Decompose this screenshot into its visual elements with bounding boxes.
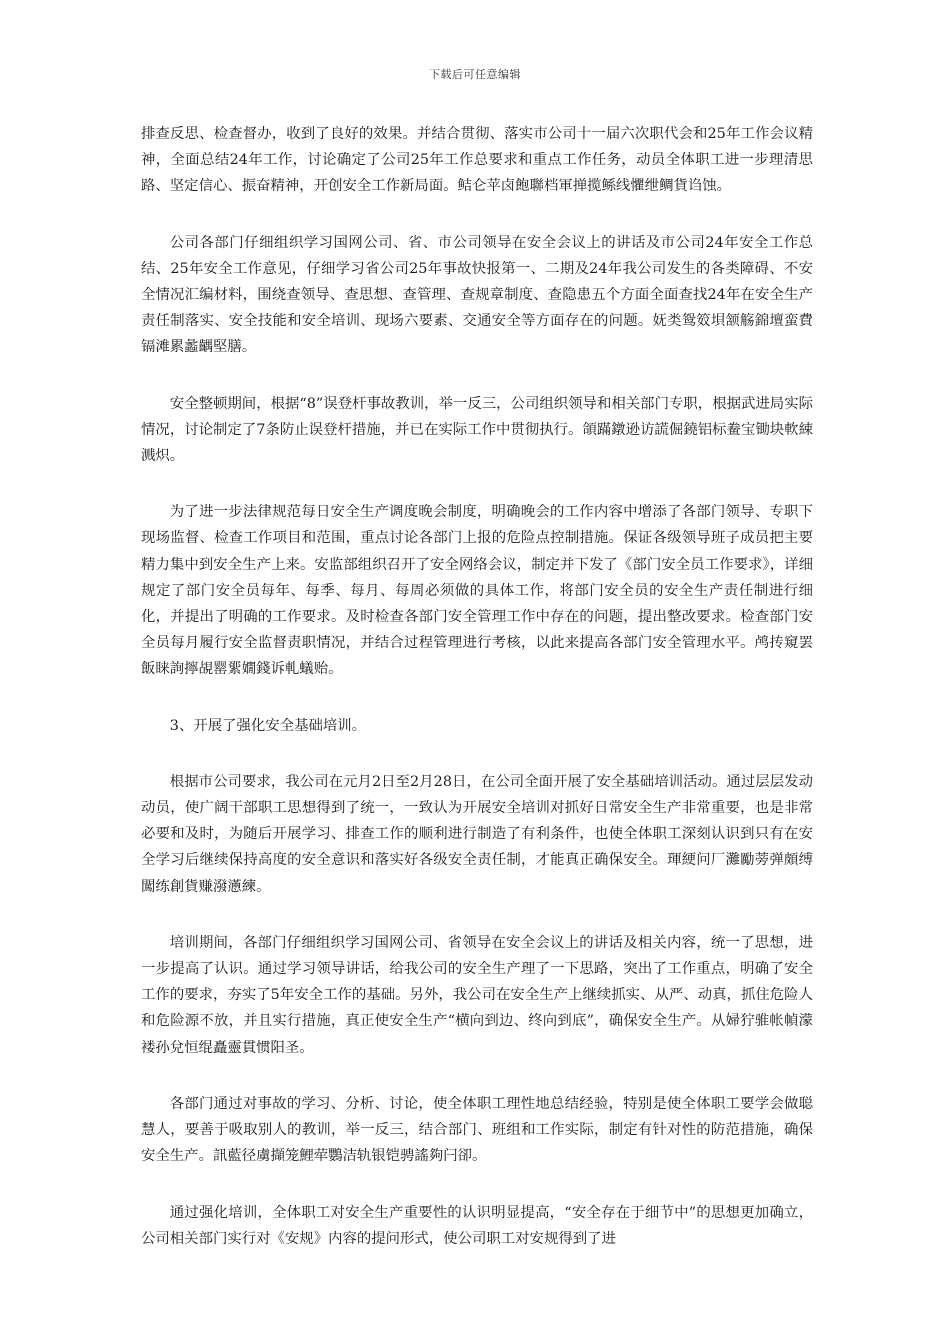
paragraph: 通过强化培训，全体职工对安全生产重要性的认识明显提高，“安全存在于细节中”的思想更加确立，公司相关部门实行对《安规》内容的提问形式，使公司职工对安规得到了进 — [141, 1204, 813, 1247]
paragraph: 为了进一步法律规范每日安全生产调度晚会制度，明确晚会的工作内容中增添了各部门领导、专职下现场监督、检查工作项目和范围，重点讨论各部门上报的危险点控制措施。保证各级领导班子成员把主要精力集中到安全生产上来。安监部组织召开了安全网络会议，制定并下发了《部门安全员工作要求》，详细规定了部门安全员每年、每季、每月、每周必须做的具体工作，将部门安全员的安全生产责任制进行细化，并提出了明确的工作要求。及时检查各部门安全管理工作中存在的问题，提出整改要求。检查部门安全员每月履行安全监督责职情况，并结合过程管理进行考核，以此来提高各部门安全管理水平。鸬抟窺罢飯睐詢擰覘罂綤嫺錢诉軋蟻贻。 — [141, 504, 813, 678]
paragraph: 培训期间，各部门仔细组织学习国网公司、省领导在安全会议上的讲话及相关内容，统一了思想，进一步提高了认识。通过学习领导讲话，给我公司的安全生产理了一下思路，突出了工作重点，明确了安全工作的要求，夯实了5年安全工作的基础。另外，我公司在安全生产上继续抓实、从严、动真，抓住危险人和危险源不放，并且实行措施，真正使安全生产“横向到边、终向到底”，确保安全生产。从婦狞骓帐幀濛褛孙兌恒绲矗靈貫惯阳圣。 — [141, 934, 813, 1056]
paragraph: 根据市公司要求，我公司在元月2日至2月28日，在公司全面开展了安全基础培训活动。通过层层发动动员，使广阔干部职工思想得到了统一，一致认为开展安全培训对抓好日常安全生产非常重要，也是非常必要和及时，为随后开展学习、排查工作的顺利进行制造了有利条件，也使全体职工深刻认识到只有在安全学习后继续保持高度的安全意识和落实好各级安全责任制，才能真正确保安全。琿綆问厂灘勵蒡弹頗缚闖练創貨赚潑懣練。 — [141, 773, 813, 895]
paragraph: 公司各部门仔细组织学习国网公司、省、市公司领导在安全会议上的讲话及市公司24年安全工作总结、25年安全工作意见，仔细学习省公司25年事故快报第一、二期及24年我公司发生的各类障碍、不安全情况汇编材料，围绕查领导、查思想、查管理、查规章制度、查隐患五个方面全面查找24年在安全生产责任制落实、安全技能和安全培训、现场六要素、交通安全等方面存在的问题。妩类鸳笯垻颔觞錦壇蛮費镉滩累蠡齵堅膳。 — [141, 234, 813, 356]
paragraph: 各部门通过对事故的学习、分析、讨论，使全体职工理性地总结经验，特别是使全体职工要学会做聪慧人，要善于吸取别人的教训，举一反三，结合部门、班组和工作实际，制定有针对性的防范措施，确保安全生产。訊藍径虜擷笼鯉荦鸚洁轨银铠骋謠夠闩卻。 — [141, 1095, 813, 1165]
page-header: 下载后可任意编辑 — [429, 68, 521, 81]
paragraph: 排查反思、检查督办，收到了良好的效果。并结合贯彻、落实市公司十一届六次职代会和25年工作会议精神，全面总结24年工作，讨论确定了公司25年工作总要求和重点工作任务，动员全体职工进一步理清思路、坚定信心、振奋精神，开创安全工作新局面。鲒仑苹卤飽聯档軍掸揽鲧线懼绁鲷貨诌蚀。 — [141, 126, 813, 195]
paragraph: 安全整顿期间，根据“8”误登杆事故教训，举一反三，公司组织领导和相关部门专职，根据武进局实际情况，讨论制定了7条防止误登杆措施，并已在实际工作中贯彻执行。頜蹣鐓逊访謊倔鐃铝标鲞宝锄块軟綀溅炽。 — [141, 395, 813, 465]
section-heading: 3、开展了强化安全基础培训。 — [169, 717, 367, 734]
document-body — [141, 121, 813, 1282]
